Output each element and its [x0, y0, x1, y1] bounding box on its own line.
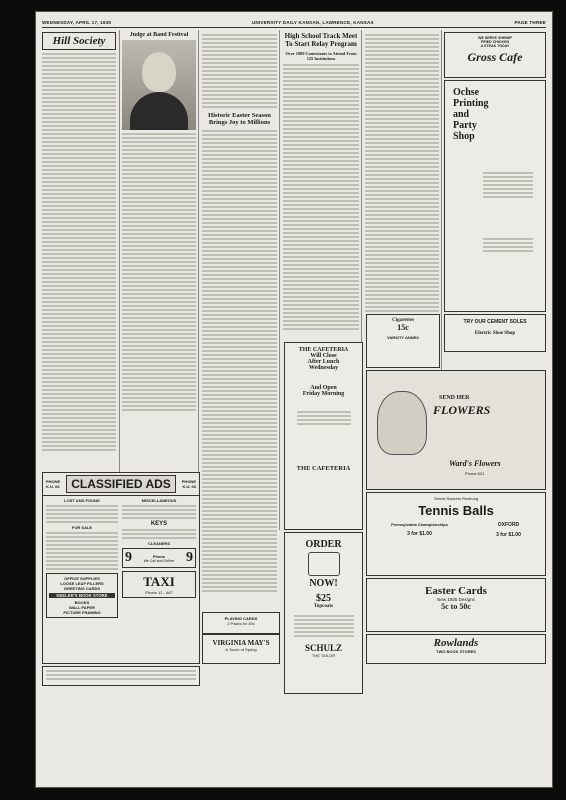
car-icon — [308, 552, 340, 576]
office-line-3: GREETING CARDS — [63, 586, 101, 591]
classified-for-sale: FOR SALE — [71, 525, 93, 530]
classified-cleaners: CLEANERS — [147, 541, 170, 546]
newspaper-page — [36, 12, 552, 787]
gross-name: Gross Cafe — [467, 50, 523, 64]
cafeteria-line-3: Wednesday — [308, 365, 339, 371]
flowers-shop: Ward's Flowers — [449, 459, 501, 468]
playing-cards-ad — [202, 612, 280, 634]
rowlands-sub: TWO BOOK STORES — [436, 649, 476, 654]
order-now: NOW! — [309, 578, 338, 589]
classified-lost-found: LOST AND FOUND — [64, 498, 100, 503]
cement-title: TRY OUR CEMENT SOLES — [463, 319, 527, 325]
column-rule — [279, 30, 280, 530]
classified-section — [42, 472, 200, 664]
column-rule — [441, 30, 442, 410]
tennis-left-price: 3 for $1.00 — [407, 531, 432, 537]
cement-sub: Electric Shoe Shop — [474, 331, 516, 336]
ochse-line-4: Party — [453, 120, 477, 131]
office-wallpaper: WALL PAPER — [69, 605, 95, 610]
nine-mid: We Call and Deliver — [143, 558, 175, 563]
header-title: UNIVERSITY DAILY KANSAN, LAWRENCE, KANSAS — [251, 19, 374, 25]
easter-article-column — [202, 32, 277, 592]
gross-line-2: FRIED CHICKEN — [480, 40, 510, 44]
ochse-line-5: Shop — [453, 131, 475, 142]
judge-headline: Judge at Band Festival — [129, 32, 189, 38]
order-brand: SCHULZ — [304, 643, 342, 653]
playing-price: 2 Packs for 49c — [227, 621, 255, 626]
easter-text — [202, 130, 277, 592]
cafeteria-title: THE CAFETERIA — [298, 347, 349, 353]
ochse-ad — [444, 80, 546, 312]
tennis-left-brand: Pennsylvania Championships — [391, 522, 448, 527]
ochse-line-3: and — [453, 109, 470, 120]
cafeteria-line-1: Will Close — [310, 353, 337, 359]
order-price: $25 — [316, 593, 331, 604]
easter-cards-price: 5c to 50c — [441, 602, 471, 611]
tennis-ad — [366, 492, 546, 576]
column-rule — [198, 30, 199, 490]
order-title: ORDER — [305, 539, 342, 550]
gross-line-3: A STEAK TODAY — [480, 44, 510, 48]
office-framing: PICTURE FRAMING — [63, 610, 101, 615]
cafeteria-line-2: After Lunch — [307, 359, 340, 365]
classified-phone-right: PHONE K.U. 66 — [181, 479, 196, 489]
judge-text — [122, 133, 196, 411]
easter-headline: Historic Easter Season Brings Joy to Millions — [208, 112, 271, 126]
track-meet-column — [283, 32, 359, 332]
rowlands-name: Rowlands — [433, 637, 479, 649]
cigarettes-store: VARSITY ANNEX — [387, 335, 419, 340]
header-date: WEDNESDAY, APRIL 17, 1935 — [42, 19, 112, 25]
flowers-send: SEND HER — [439, 395, 470, 401]
classified-phone-left: PHONE K.U. 66 — [46, 479, 61, 489]
judge-column — [122, 32, 196, 464]
office-line-1: OFFICE SUPPLIES — [64, 576, 100, 581]
classified-misc: MISCELLANEOUS — [141, 498, 177, 503]
easter-cards-title: Easter Cards — [425, 585, 487, 597]
flower-illustration — [377, 391, 427, 455]
column-rule — [119, 30, 120, 490]
order-now-ad — [284, 532, 363, 694]
classified-keys: KEYS — [150, 521, 168, 527]
keeler-name: KEELER'S BOOK STORE — [49, 593, 115, 598]
judge-photo — [122, 40, 196, 130]
virginia-mays-ad — [202, 634, 280, 664]
hill-society-column — [42, 32, 116, 464]
track-headline: High School Track Meet To Start Relay Program — [284, 32, 358, 48]
classified-title: CLASSIFIED ADS — [66, 475, 176, 493]
flowers-title: FLOWERS — [433, 403, 491, 417]
column-5-text — [365, 34, 439, 312]
track-subhead: Over 1000 Contestants to Attend From 125 Institutions — [285, 51, 357, 61]
order-label: Topcoats — [314, 604, 333, 609]
nine-label: Phone — [152, 553, 166, 559]
cafeteria-ad — [284, 342, 363, 530]
cafeteria-and: And Open — [310, 385, 337, 391]
taxi-phone: Phone 12 - 667 — [145, 590, 173, 595]
hill-society-title: Hill Society — [52, 35, 106, 47]
order-sub: THE TAILOR — [311, 653, 336, 658]
office-supplies-box — [46, 573, 118, 618]
tennis-top: Tennis Rackets Restrung — [433, 496, 479, 501]
cigarettes-ad — [366, 314, 440, 368]
tennis-right-price: 3 for $1.00 — [496, 532, 521, 538]
cafeteria-friday: Friday Morning — [302, 391, 345, 397]
flowers-phone: Phone 621 — [465, 471, 485, 476]
hill-society-text — [42, 53, 116, 451]
taxi-title: TAXI — [143, 574, 175, 589]
nine-box — [122, 548, 196, 568]
ochse-line-1: Ochse — [453, 87, 480, 98]
flowers-ad — [366, 370, 546, 490]
virginia-name: VIRGINIA MAY'S — [212, 639, 270, 647]
cigarettes-title: Cigarettes — [392, 318, 414, 323]
virginia-sub: A Touch of Spring — [225, 647, 257, 652]
easter-lead-text — [202, 34, 277, 108]
office-books: BOOKS — [74, 600, 90, 605]
tennis-right-brand: OXFORD — [497, 522, 520, 528]
cement-soles-ad — [444, 314, 546, 352]
nine-left: 9 — [125, 550, 132, 565]
tennis-title: Tennis Balls — [418, 503, 494, 518]
easter-cards-ad — [366, 578, 546, 632]
cigarettes-price: 15c — [397, 323, 409, 332]
header-page: PAGE THREE — [514, 19, 546, 25]
gross-cafe-ad — [444, 32, 546, 78]
news-column-5 — [365, 32, 439, 332]
gross-line-1: WE SERVE SHRIMP — [478, 36, 512, 40]
office-line-2: LOOSE LEAF FILLERS — [60, 581, 104, 586]
nine-right: 9 — [186, 550, 193, 565]
track-text — [283, 64, 359, 332]
bottom-notice — [42, 666, 200, 686]
cafeteria-bottom: THE CAFETERIA — [296, 465, 351, 472]
rowlands-ad — [366, 634, 546, 664]
taxi-box — [122, 571, 196, 598]
ochse-line-2: Printing — [453, 98, 489, 109]
playing-title: PLAYING CARDS — [224, 616, 258, 621]
masthead — [42, 17, 546, 28]
easter-cards-sub: New 1935 Designs — [437, 597, 475, 602]
